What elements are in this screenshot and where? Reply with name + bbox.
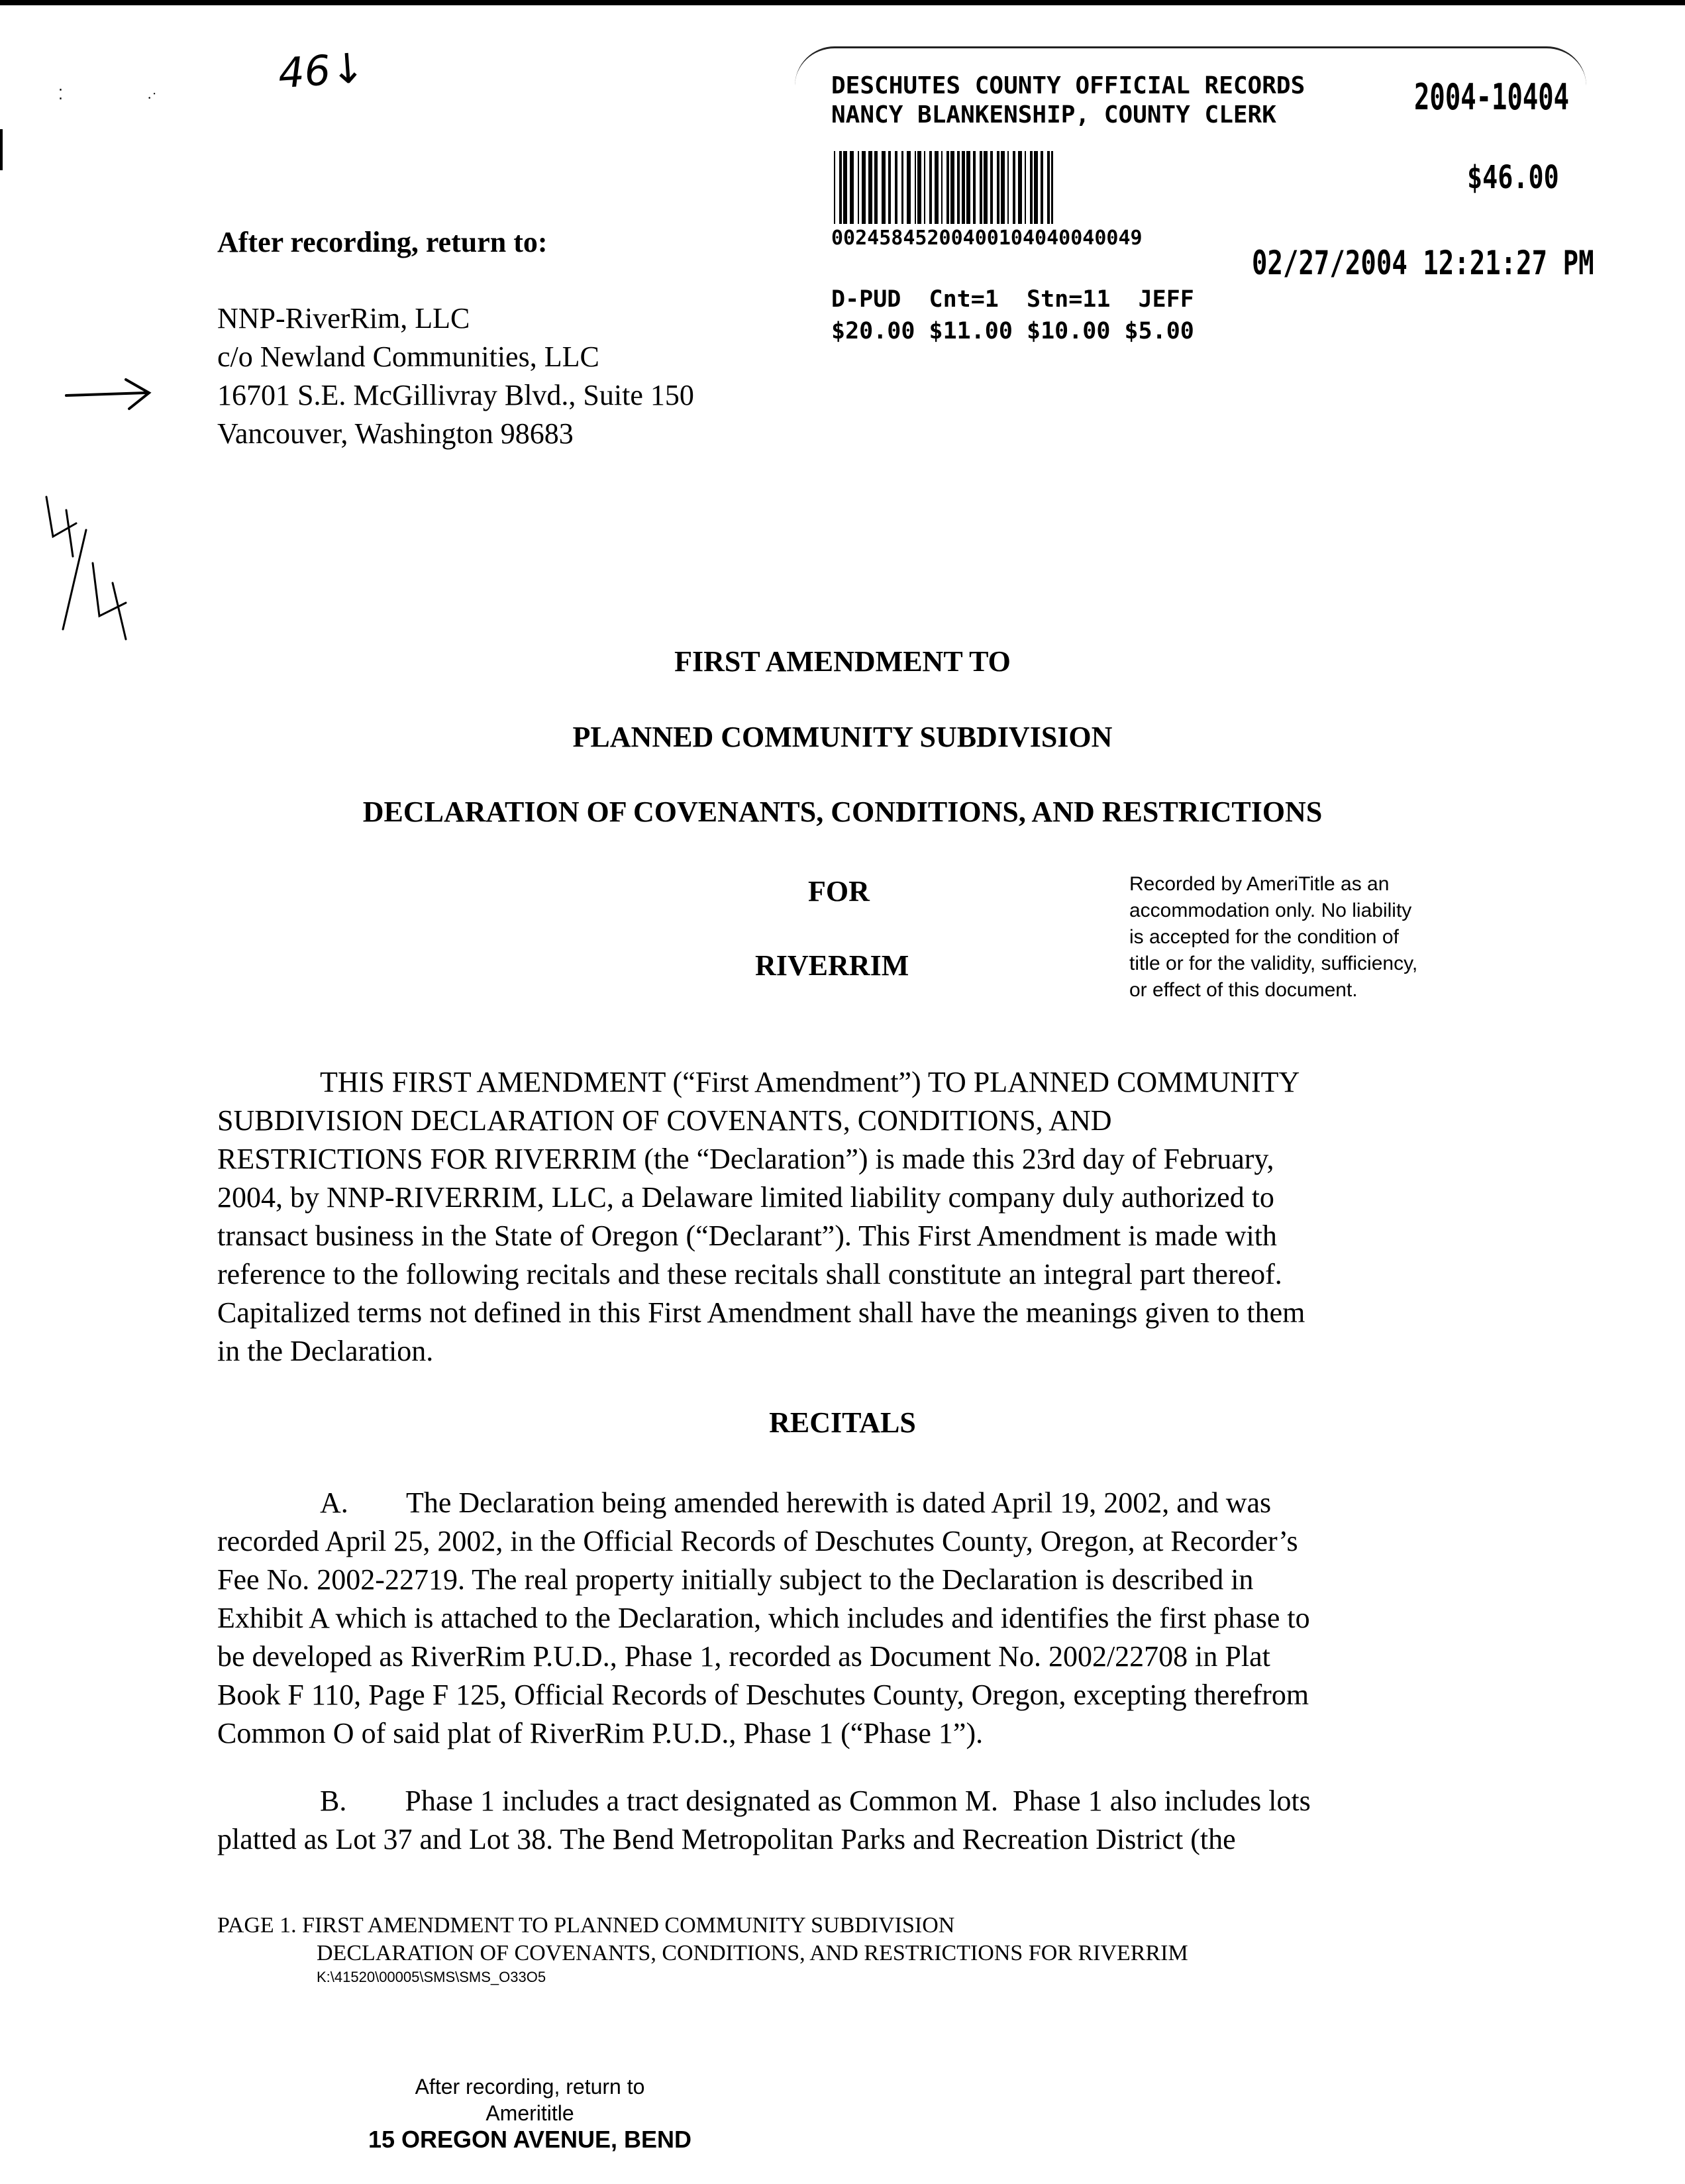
barcode-bar — [874, 151, 878, 224]
barcode-bar — [990, 151, 993, 224]
document-title-line: DECLARATION OF COVENANTS, CONDITIONS, AND RESTRICTIONS — [362, 796, 1323, 828]
recording-office — [831, 72, 1305, 130]
disclaimer-line: is accepted for the condition of — [1129, 926, 1399, 948]
paragraph-line: transact business in the State of Oregon (“Declarant”). This First Amendment is made with — [217, 1220, 1277, 1252]
paragraph-line: be developed as RiverRim P.U.D., Phase 1, recorded as Document No. 2002/22708 in Plat — [217, 1640, 1270, 1673]
barcode — [831, 151, 1354, 224]
disclaimer-line: accommodation only. No liability — [1129, 900, 1412, 921]
paragraph-line: Book F 110, Page F 125, Official Records of Deschutes County, Oregon, excepting therefrom — [217, 1679, 1309, 1711]
paragraph-line: Common O of said plat of RiverRim P.U.D., Phase 1 (“Phase 1”). — [217, 1717, 984, 1749]
paragraph-line: B. Phase 1 includes a tract designated as Common M. Phase 1 also includes lots — [320, 1785, 1311, 1817]
barcode-bar — [997, 151, 999, 224]
address-line: NNP-RiverRim, LLC — [217, 302, 470, 335]
document-title-line: FOR — [808, 875, 870, 908]
return-to-heading: After recording, return to: — [217, 226, 548, 258]
barcode-bar — [1041, 151, 1043, 224]
barcode-bar — [1047, 151, 1050, 224]
barcode-bar — [935, 151, 939, 224]
recording-codes-line: D-PUD Cnt=1 Stn=11 JEFF — [831, 286, 1194, 313]
recital-b — [217, 1782, 1469, 1859]
disclaimer-line: title or for the validity, sufficiency, — [1129, 953, 1418, 974]
document-title-line: RIVERRIM — [755, 949, 909, 982]
paragraph-line: SUBDIVISION DECLARATION OF COVENANTS, CONDITIONS, AND — [217, 1104, 1112, 1137]
barcode-bar — [946, 151, 949, 224]
recording-codes — [831, 284, 1194, 347]
barcode-bar — [929, 151, 932, 224]
barcode-bar — [1007, 151, 1009, 224]
barcode-bar — [1051, 151, 1053, 224]
paragraph-line: recorded April 25, 2002, in the Official Records of Deschutes County, Oregon, at Recorder’s — [217, 1525, 1298, 1557]
bottom-return-line: Amerititle — [485, 2101, 574, 2125]
barcode-bar — [950, 151, 954, 224]
barcode-bar — [1001, 151, 1005, 224]
handwritten-note: 46↓ — [276, 43, 367, 98]
barcode-bar — [962, 151, 965, 224]
barcode-bar — [850, 151, 854, 224]
footer-file-path: K:\41520\00005\SMS\SMS_O33O5 — [317, 1969, 546, 1985]
barcode-bar — [1013, 151, 1015, 224]
barcode-bar — [980, 151, 982, 224]
recording-office-line: NANCY BLANKENSHIP, COUNTY CLERK — [831, 101, 1276, 129]
paragraph-line: Capitalized terms not defined in this First Amendment shall have the meanings given to them — [217, 1296, 1305, 1329]
bottom-return-line: 15 OREGON AVENUE, BEND — [368, 2126, 692, 2153]
handwritten-fraction-mark — [26, 490, 139, 643]
barcode-bar — [917, 151, 921, 224]
paragraph-line: 2004, by NNP-RIVERRIM, LLC, a Delaware limited liability company duly authorized to — [217, 1181, 1274, 1214]
barcode-bar — [895, 151, 897, 224]
scan-speck: ·˙ — [147, 89, 157, 106]
return-to-address — [217, 299, 694, 453]
document-number: 2004-10404 — [1414, 76, 1570, 118]
barcode-bar — [941, 151, 943, 224]
amerititle-disclaimer — [1129, 871, 1474, 1004]
recording-office-line: DESCHUTES COUNTY OFFICIAL RECORDS — [831, 72, 1305, 99]
recorded-datetime: 02/27/2004 12:21:27 PM — [1252, 244, 1594, 282]
bottom-return-block — [358, 2073, 702, 2153]
paragraph-line: Exhibit A which is attached to the Declaration, which includes and identifies the first phase to — [217, 1602, 1310, 1634]
barcode-bar — [862, 151, 866, 224]
barcode-bar — [957, 151, 960, 224]
address-line: c/o Newland Communities, LLC — [217, 340, 599, 373]
bottom-return-line: After recording, return to — [415, 2075, 645, 2099]
paragraph-line: Fee No. 2002-22719. The real property initially subject to the Declaration is described in — [217, 1563, 1254, 1596]
paragraph-line: THIS FIRST AMENDMENT (“First Amendment”) TO PLANNED COMMUNITY — [320, 1066, 1300, 1098]
page-top-border — [0, 0, 1685, 5]
document-title-line: PLANNED COMMUNITY SUBDIVISION — [572, 721, 1113, 753]
scan-speck: ⁚ — [58, 86, 63, 103]
barcode-bar — [1034, 151, 1038, 224]
document-title-line: FIRST AMENDMENT TO — [674, 645, 1011, 678]
barcode-bar — [984, 151, 988, 224]
footer-page-label: PAGE 1. FIRST AMENDMENT TO PLANNED COMMUNITY SUBDIVISION — [217, 1913, 955, 1938]
handwritten-arrow-icon — [63, 374, 156, 414]
address-line: Vancouver, Washington 98683 — [217, 417, 574, 450]
barcode-bar — [907, 151, 911, 224]
disclaimer-line: Recorded by AmeriTitle as an — [1129, 873, 1390, 895]
total-fee: $46.00 — [1467, 159, 1559, 196]
paragraph-line: in the Declaration. — [217, 1335, 434, 1367]
recitals-heading: RECITALS — [769, 1406, 916, 1439]
barcode-bar — [1025, 151, 1026, 224]
barcode-bar — [973, 151, 976, 224]
barcode-bar — [924, 151, 925, 224]
barcode-bar — [888, 151, 891, 224]
barcode-bar — [834, 151, 835, 224]
disclaimer-line: or effect of this document. — [1129, 979, 1358, 1001]
barcode-bar — [858, 151, 859, 224]
barcode-bar — [1018, 151, 1022, 224]
barcode-bar — [915, 151, 916, 224]
barcode-number: 00245845200400104040040049 — [831, 227, 1143, 250]
barcode-bar — [843, 151, 847, 224]
scan-margin-mark — [0, 129, 3, 170]
footer-sub-label: DECLARATION OF COVENANTS, CONDITIONS, AND RESTRICTIONS FOR RIVERRIM — [317, 1941, 1188, 1965]
barcode-bar — [839, 151, 842, 224]
paragraph-line: reference to the following recitals and these recitals shall constitute an integral part thereof. — [217, 1258, 1282, 1290]
paragraph-line: A. The Declaration being amended herewith is dated April 19, 2002, and was — [320, 1486, 1272, 1519]
paragraph-line: platted as Lot 37 and Lot 38. The Bend Metropolitan Parks and Recreation District (the — [217, 1823, 1236, 1855]
barcode-bar — [882, 151, 886, 224]
barcode-bar — [1030, 151, 1033, 224]
barcode-bar — [868, 151, 872, 224]
barcode-bar — [901, 151, 903, 224]
barcode-bar — [966, 151, 970, 224]
recital-a — [217, 1484, 1469, 1753]
intro-paragraph — [217, 1063, 1469, 1371]
recording-fees-line: $20.00 $11.00 $10.00 $5.00 — [831, 318, 1194, 344]
paragraph-line: RESTRICTIONS FOR RIVERRIM (the “Declaration”) is made this 23rd day of February, — [217, 1143, 1274, 1175]
address-line: 16701 S.E. McGillivray Blvd., Suite 150 — [217, 379, 694, 411]
